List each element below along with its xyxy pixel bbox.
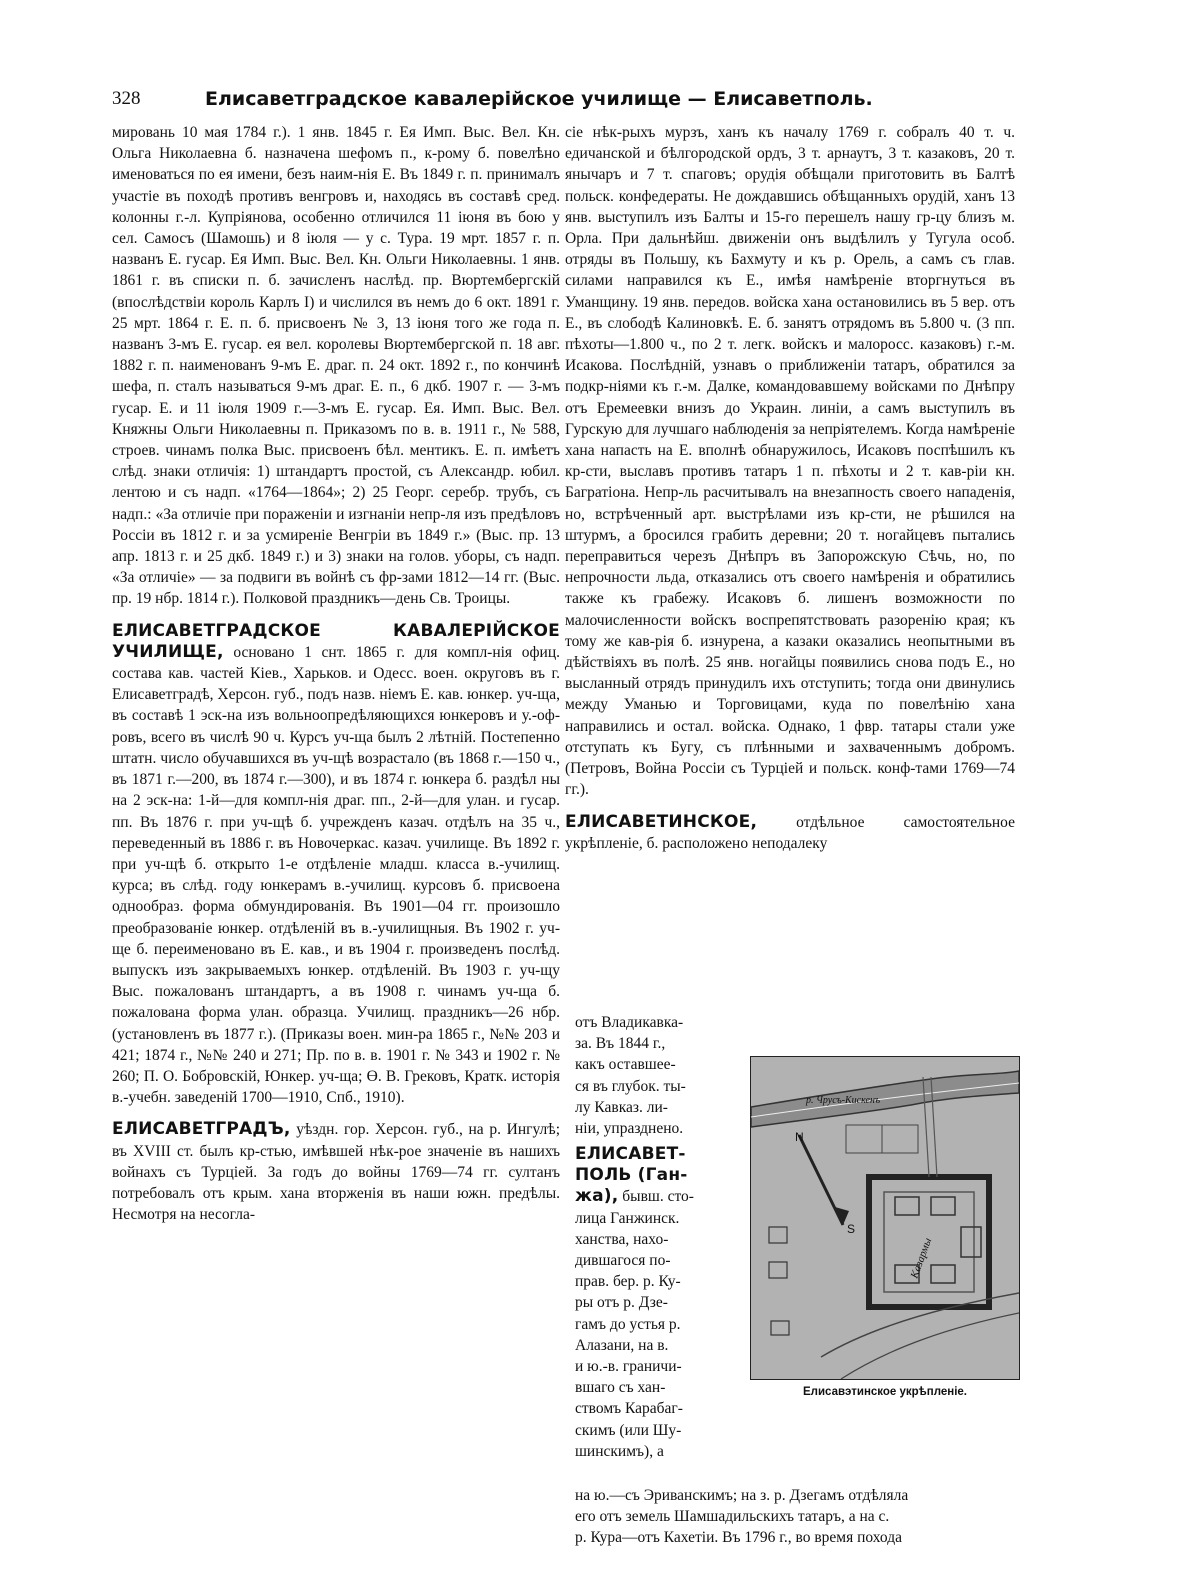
page-number: 328 (112, 88, 141, 109)
headword-elisavetgrad: ЕЛИСАВЕТГРАДЪ, (112, 1119, 291, 1140)
wrap-line: вшаго съ хан- (575, 1379, 666, 1397)
fortification-plan (751, 1057, 1019, 1379)
elisavetpol-wrapped (575, 1144, 694, 1462)
headword-elisavetinskoe: ЕЛИСАВЕТИНСКОЕ, (565, 811, 758, 832)
headword-elisavetpol-2: ПОЛЬ (Ган- (575, 1165, 688, 1186)
left-column (112, 122, 560, 1225)
running-head: Елисаветградское кавалерійское училище — Елисаветполь. (205, 88, 873, 110)
river-label: р. Чрусъ-Кискенъ (806, 1095, 881, 1106)
headword-cavalry-school: ЕЛИСАВЕТГРАДСКОЕ КАВАЛЕРІЙСКОЕ УЧИЛИЩЕ, (112, 620, 560, 662)
wrap-line: какъ оставшее- (575, 1056, 676, 1074)
elisavetgrad-text: уѣздн. гор. Херсон. губ., на р. Ингулѣ; въ XVIII ст. былъ кр-стью, имѣвшей нѣк-рое значеніе въ нашихъ войнахъ съ Турціей. За годъ до войны 1769—74 гг. султанъ потребовалъ отъ крым. хана вторженія въ наши южн. предѣлы. Несмотря на несогла- (112, 1121, 560, 1224)
fortification-plan-figure (750, 1056, 1020, 1380)
wrap-line: Алазани, на в. (575, 1336, 669, 1354)
compass-s-label: S (847, 1222, 856, 1236)
wrap-line: лица Ганжинск. (575, 1209, 680, 1227)
headword-elisavetpol-1: ЕЛИСАВЕТ- (575, 1144, 686, 1164)
headword-elisavetpol-3: жа), (575, 1186, 619, 1207)
left-paragraph-1: мировань 10 мая 1784 г.). 1 янв. 1845 г. Ея Имп. Выс. Вел. Кн. Ольга Николаевна б. назначена шефомъ п., к-рому б. повелѣно именоваться по ея имени, безъ наим-нія Е. Въ 1849 г. п. принималъ участіе въ походѣ противъ венгровъ и, находясь въ составѣ сред. колонны г.-л. Купріянова, особенно отличился 11 іюня въ бою у сел. Самосъ (Шамошь) и 8 іюля — у с. Тура. 19 мрт. 1857 г. п. названъ Е. гусар. Ея Имп. Выс. Вел. Кн. Ольги Николаевны. 1 янв. 1861 г. въ списки п. б. зачисленъ наслѣд. пр. Вюртембергскій (впослѣдствіи король Карлъ I) и числился въ немъ до 6 окт. 1891 г. 25 мрт. 1864 г. Е. п. б. присвоенъ № 3, 13 іюня того же года п. названъ 3-мъ Е. гусар. ея вел. королевы Вюртембергской п. 18 авг. 1882 г. п. наименованъ 9-мъ Е. драг. п. 24 окт. 1892 г., по кончинѣ шефа, п. сталъ называться 9-мъ драг. Е. п., 6 дкб. 1907 г. — 3-мъ гусар. Е. и 11 іюля 1909 г.—3-мъ Е. гусар. Ея. Имп. Выс. Вел. Княжны Ольги Николаевны п. Приказомъ по в. в. 1911 г., № 588, строев. чинамъ полка Выс. присвоенъ бѣл. ментикъ. Е. п. имѣетъ слѣд. знаки отличія: 1) штандартъ простой, съ Александр. юбил. лентою и съ надп. «1764—1864»; 2) 25 Георг. серебр. трубъ, съ надп.: «За отличіе при пораженіи и изгнаніи непр-ля изъ предѣловъ Россіи въ 1812 г. и за усмиреніе Венгріи въ 1849 г.» (Выс. пр. 13 апр. 1813 г. и 25 дкб. 1849 г.) и 3) знаки на голов. уборы, съ надп. «За отличіе» — за подвиги въ войнѣ съ фр-зами 1812—14 гг. (Выс. пр. 19 нбр. 1814 г.). Полковой праздникъ—день Св. Троицы. (112, 124, 560, 608)
wrap-line: скимъ (или Шу- (575, 1421, 682, 1439)
entry-elisavetgrad (112, 1119, 560, 1225)
wrap-line: и ю.-в. граничи- (575, 1358, 682, 1376)
entry-elisavetinskoe (565, 812, 1015, 854)
barracks-label: Казармы (908, 1236, 935, 1281)
wrap-line: ры отъ р. Дзе- (575, 1294, 668, 1312)
wrap-line: р. Кура—отъ Кахетіи. Въ 1796 г., во время похода (575, 1529, 902, 1547)
elisavetinskoe-text: отдѣльное самостоятельное укрѣпленіе, б. расположено неподалеку (565, 813, 1015, 852)
wrap-line: ніи, упразднено. (575, 1120, 684, 1138)
entry-cavalry-school (112, 621, 560, 1109)
figure-caption: Елисавэтинское укрѣпленіе. (803, 1386, 967, 1398)
wrap-line: бывш. сто- (622, 1188, 694, 1206)
wrap-line: отъ Владикавка- (575, 1014, 684, 1031)
right-paragraph-1: сіе нѣк-рыхъ мурзъ, ханъ къ началу 1769 г. собралъ 40 т. ч. едичанской и бѣлгородской ордъ, 3 т. арнаутъ, 3 т. казаковъ, 20 т. янычаръ и 7 т. спаговъ; орудія обѣщали приготовить въ Балтѣ польск. конфедераты. Не дождавшись обѣщанныхъ орудій, ханъ 13 янв. выступилъ изъ Балты и 15-го перешелъ нашу гр-цу близъ м. Орла. При дальнѣйш. движеніи онъ выдѣлилъ у Тугула особ. отряды въ Польшу, къ Бахмуту и къ р. Орель, а самъ съ глав. силами направился къ Е., имѣя намѣреніе вторгнуться въ Уманщину. 19 янв. передов. войска хана остановились въ 5 вер. отъ Е., въ слободѣ Калиновкѣ. Е. б. занятъ отрядомъ въ 5.800 ч. (3 пп. пѣхоты—1.800 ч., по 2 т. легк. войскъ и малоросс. казаковъ) г.-м. Исакова. Послѣдній, узнавъ о приближеніи татаръ, обратился за подкр-ніями къ г.-м. Далке, командовавшему войсками по Днѣпру отъ Еремеевки внизъ до Украин. линіи, а самъ выступилъ въ Гурскую для лучшаго наблюденія за непріятелемъ. Когда намѣреніе хана напасть на Е. вполнѣ обнаружилось, Исаковъ поспѣшилъ къ кр-сти, выславъ противъ татаръ 1 п. пѣхоты и 2 т. кав-ріи кн. Багратіона. Непр-ль расчитывалъ на внезапность своего нападенія, но, встрѣченный арт. выстрѣлами изъ кр-сти, не рѣшился на штурмъ, а бросился грабить деревни; 20 т. ногайцевъ пытались переправиться черезъ Днѣпръ въ Запорожскую Сѣчь, но, по непрочности льда, отказались отъ своего намѣренія и обратились также къ грабежу. Исаковъ б. лишенъ возможности по малочисленности войскъ воспрепятствовать разоренію края; къ тому же кав-рія б. изнурена, а казаки оказались неопытными въ дѣйствіяхъ въ полѣ. 25 янв. ногайцы появились снова подъ Е., но высланный отрядъ принудилъ ихъ отступить; тогда они двинулись между Уманью и Торговицами, куда по повелѣнію хана направились и остал. войска. Однако, 1 фвр. татары стали уже отступать къ Бугу, съ плѣнными и захваченнымъ добромъ. (Петровъ, Война Россіи съ Турціей и польск. конф-тами 1769—74 гг.). (565, 124, 1015, 799)
elisavetinskoe-wrapped (575, 1012, 686, 1139)
wrap-line: лу Кавказ. ли- (575, 1098, 668, 1116)
wrap-line: ствомъ Карабаг- (575, 1400, 683, 1418)
compass-n-label: N (795, 1130, 804, 1144)
wrap-line: гамъ до устья р. (575, 1315, 681, 1333)
wrap-line: его отъ земель Шамшадильскихъ татаръ, а на с. (575, 1508, 890, 1526)
wrap-line: прав. бер. р. Ку- (575, 1273, 681, 1291)
elisavetpol-full-lines (575, 1485, 1020, 1549)
wrap-line: на ю.—съ Эриванскимъ; на з. р. Дзегамъ отдѣляла (575, 1487, 909, 1504)
wrap-line: ханства, нахо- (575, 1230, 669, 1248)
wrap-line: шинскимъ), а (575, 1442, 664, 1460)
cavalry-school-text: основано 1 снт. 1865 г. для компл-нія офиц. состава кав. частей Кіев., Харьков. и Одесс. воен. округовъ въ г. Елисаветградѣ, Херсон. губ., подъ назв. ніемъ Е. кав. юнкер. уч-ща, въ составѣ 1 эск-на изъ вольноопредѣляющихся юнкеровъ и у.-оф-ровъ, всего въ числѣ 90 ч. Курсъ уч-ща былъ 2 лѣтній. Постепенно штатн. число обучавшихся въ уч-щѣ возрастало (въ 1868 г.—150 ч., въ 1871 г.—200, въ 1874 г.—300), и въ 1874 г. юнкера б. раздѣл ны на 2 эск-на: 1-й—для компл-нія драг. пп., 2-й—для улан. и гусар. пп. Въ 1876 г. при уч-щѣ б. учрежденъ казач. отдѣлъ на 35 ч., переведенный въ 1886 г. въ Новочеркас. казач. училище. Въ 1892 г. при уч-щѣ б. открыто 1-е отдѣленіе младш. класса в.-училищ. курса; въ слѣд. году юнкерамъ в.-училищ. курсовъ б. присвоена однообраз. форма обмундированія. Въ 1901—04 гг. произошло преобразованіе юнкер. отдѣленій въ в.-училищныя. Въ 1902 г. уч-ще б. переименовано въ Е. кав., и въ 1904 г. произведенъ послѣд. выпускъ изъ закрываемыхъ юнкер. отдѣленій. Въ 1903 г. уч-щу Выс. пожалованъ штандартъ, а въ 1908 г. чинамъ уч-ща б. пожалована форма улан. образца. Училищ. праздникъ—26 нбр. (установленъ въ 1877 г.). (Приказы воен. мин-ра 1865 г., №№ 203 и 421; 1874 г., №№ 240 и 271; Пр. по в. в. 1901 г. № 343 и 1902 г. № 260; П. О. Бобровскій, Юнкер. уч-ща; Ө. В. Грековъ, Кратк. исторія в.-учебн. заведеній 1700—1910, Спб., 1910). (112, 643, 561, 1107)
right-column (565, 122, 1015, 854)
wrap-line: ся въ глубок. ты- (575, 1077, 686, 1095)
wrap-line: за. Въ 1844 г., (575, 1035, 666, 1053)
wrap-line: дившагося по- (575, 1252, 671, 1270)
